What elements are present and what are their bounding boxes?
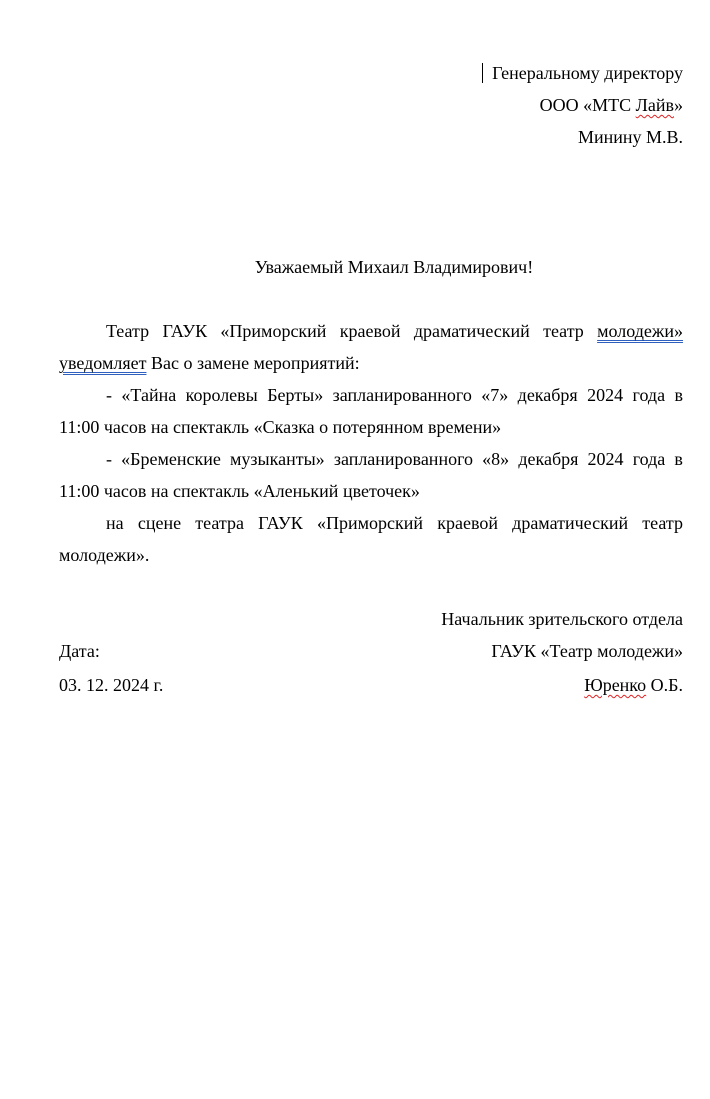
- paragraph-1-text: Вас о замене мероприятий:: [146, 353, 360, 373]
- signature-organization: ГАУК «Театр молодежи»: [491, 641, 683, 661]
- word: на: [106, 513, 124, 533]
- addressee-company-suffix: »: [674, 95, 683, 115]
- word: запланированного: [333, 449, 474, 469]
- word: в: [674, 449, 683, 469]
- word: ГАУК: [162, 321, 208, 341]
- word: краевой: [437, 513, 498, 533]
- paragraph-1-line-2: [59, 352, 360, 374]
- word: года: [632, 449, 666, 469]
- word: театр: [642, 513, 683, 533]
- word: года: [632, 385, 666, 405]
- greeting: Уважаемый Михаил Владимирович!: [254, 257, 534, 277]
- word: театра: [195, 513, 244, 533]
- item-2-line-1: [106, 448, 683, 470]
- addressee-line-3: Минину М.В.: [577, 127, 683, 147]
- word: Театр: [106, 321, 150, 341]
- word: «Бременские: [121, 449, 221, 469]
- signature-name: [584, 674, 683, 696]
- word: театр: [543, 321, 584, 341]
- signature-initials: О.Б.: [646, 675, 683, 695]
- word: королевы: [185, 385, 258, 405]
- addressee-line-2: [540, 94, 683, 116]
- date-label: Дата:: [59, 641, 100, 661]
- signature-position: Начальник зрительского отдела: [441, 609, 683, 629]
- item-1-line-2: 11:00 часов на спектакль «Сказка о потерянном времени»: [59, 417, 502, 437]
- word: запланированного: [332, 385, 472, 405]
- word: 2024: [587, 449, 624, 469]
- word: 2024: [587, 385, 624, 405]
- word: Берты»: [267, 385, 324, 405]
- word: ГАУК: [258, 513, 303, 533]
- item-2-line-2: 11:00 часов на спектакль «Аленький цветочек»: [59, 481, 420, 501]
- word: в: [674, 385, 683, 405]
- grammar-flagged-word[interactable]: уведомляет: [59, 353, 147, 373]
- word: краевой: [339, 321, 401, 341]
- paragraph-1-line-1: [106, 320, 683, 342]
- venue-line-1: [106, 512, 683, 534]
- word: «7»: [481, 385, 509, 405]
- word: «Приморский: [220, 321, 327, 341]
- word: сцене: [137, 513, 182, 533]
- date-value: 03. 12. 2024 г.: [59, 675, 164, 695]
- word: «Приморский: [316, 513, 424, 533]
- addressee-company-prefix: ООО «МТС: [539, 95, 636, 115]
- grammar-flagged-word[interactable]: молодежи»: [597, 321, 683, 341]
- word: -: [106, 449, 112, 469]
- item-1-line-1: [106, 384, 683, 406]
- text-cursor: [482, 63, 483, 83]
- word: «Тайна: [121, 385, 177, 405]
- word: драматический: [413, 321, 530, 341]
- word: декабря: [517, 385, 578, 405]
- spelling-flagged-word[interactable]: Юренко: [584, 675, 647, 695]
- word: декабря: [518, 449, 579, 469]
- word: «8»: [482, 449, 510, 469]
- word: драматический: [512, 513, 629, 533]
- venue-line-2: молодежи».: [59, 545, 150, 565]
- word: -: [106, 385, 112, 405]
- addressee-line-1: Генеральному директору: [492, 63, 683, 83]
- word: музыканты»: [230, 449, 325, 469]
- spelling-flagged-word[interactable]: Лайв: [635, 95, 674, 115]
